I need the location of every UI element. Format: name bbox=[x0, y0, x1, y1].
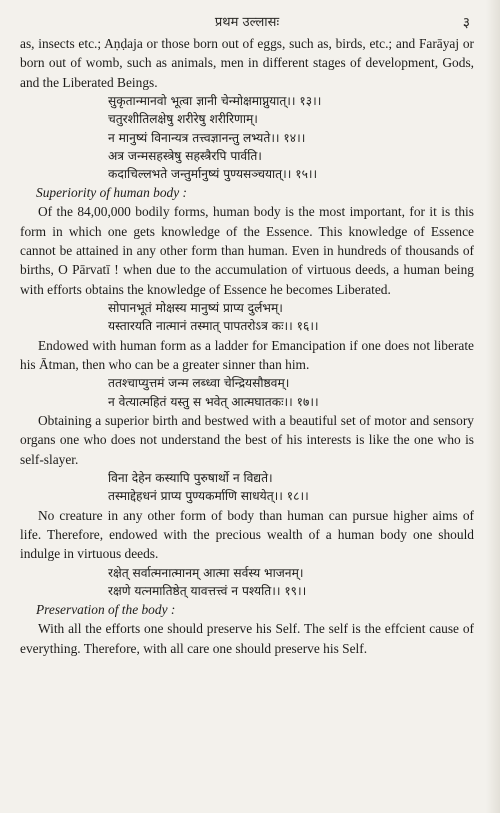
verse-line: रक्षेत् सर्वात्मनात्मानम् आत्मा सर्वस्य भाजनम्। bbox=[108, 565, 304, 580]
verse-line: रक्षणे यत्नमातिष्ठेत् यावत्तत्त्वं न पश्यति।। १९।। bbox=[108, 583, 307, 598]
page-number: ३ bbox=[462, 15, 470, 31]
verse-line: तस्माद्देहधनं प्राप्य पुण्यकर्माणि साधयेत्।। १८।। bbox=[108, 489, 309, 504]
paragraph: No creature in any other form of body than human can pursue higher aims of life. Therefore, endowed with the precious wealth of a human body one should indulge in virtuous deeds. bbox=[20, 507, 474, 562]
chapter-title: प्रथम उल्लासः bbox=[214, 15, 280, 30]
running-head bbox=[20, 12, 474, 34]
paragraph: as, insects etc.; Aṇḍaja or those born out of eggs, such as, birds, etc.; and Farāyaj or born out of womb, such as animals, men in different stages of development, Gods, and the Liberated Beings. bbox=[20, 36, 474, 90]
verse-line: सुकृतान्मानवो भूत्वा ज्ञानी चेन्मोक्षमाप्नुयात्।। १३।। bbox=[108, 94, 322, 109]
page-content bbox=[20, 34, 474, 658]
verse-line: कदाचिल्लभते जन्तुर्मानुष्यं पुण्यसञ्चयात्।। १५।। bbox=[108, 167, 318, 182]
section-heading: Superiority of human body : bbox=[36, 185, 187, 201]
paragraph: With all the efforts one should preserve his Self. The self is the effcient cause of everything. Therefore, with all care one should preserve his Self. bbox=[20, 621, 474, 656]
verse-line: विना देहेन कस्यापि पुरुषार्थो न विद्यते। bbox=[108, 471, 273, 486]
section-heading: Preservation of the body : bbox=[36, 602, 176, 618]
verse-line: ततश्चाप्युत्तमं जन्म लब्ध्वा चेन्द्रियसौष्ठवम्। bbox=[108, 376, 290, 391]
paragraph: Endowed with human form as a ladder for Emancipation if one does not liberate his Ātman, then who can be a greater sinner than him. bbox=[20, 337, 474, 373]
verse-line: न मानुष्यं विनान्यत्र तत्त्वज्ञानन्तु लभ्यते।। १४।। bbox=[108, 130, 306, 145]
paragraph: Obtaining a superior birth and bestwed with a beautiful set of motor and sensory organs one who does not understand the best of his interests is like the one who is self-slayer. bbox=[20, 412, 474, 467]
page-edge-shadow bbox=[486, 0, 500, 813]
verse-line: सोपानभूतं मोक्षस्य मानुष्यं प्राप्य दुर्लभम्। bbox=[108, 301, 283, 316]
verse-line: यस्तारयति नात्मानं तस्मात् पापतरोऽत्र कः।। १६।। bbox=[108, 319, 319, 334]
paragraph: Of the 84,00,000 bodily forms, human body is the most important, for it is this form in which one gets knowledge of the Essence. This knowledge of Essence cannot be attained in any other form than human. Even in hundreds of thousands of births, O Pārvatī ! when due to the accumulation of virtuous deeds, a human being with efforts obtains the knowledge of Essence he becomes Liberated. bbox=[20, 204, 474, 297]
verse-line: न वेत्यात्महितं यस्तु स भवेत् आत्मघातकः।। १७।। bbox=[108, 394, 319, 409]
verse-line: अत्र जन्मसहस्त्रेषु सहस्त्रैरपि पार्वति। bbox=[108, 148, 262, 163]
verse-line: चतुरशीतिलक्षेषु शरीरेषु शरीरिणाम्। bbox=[108, 112, 258, 127]
